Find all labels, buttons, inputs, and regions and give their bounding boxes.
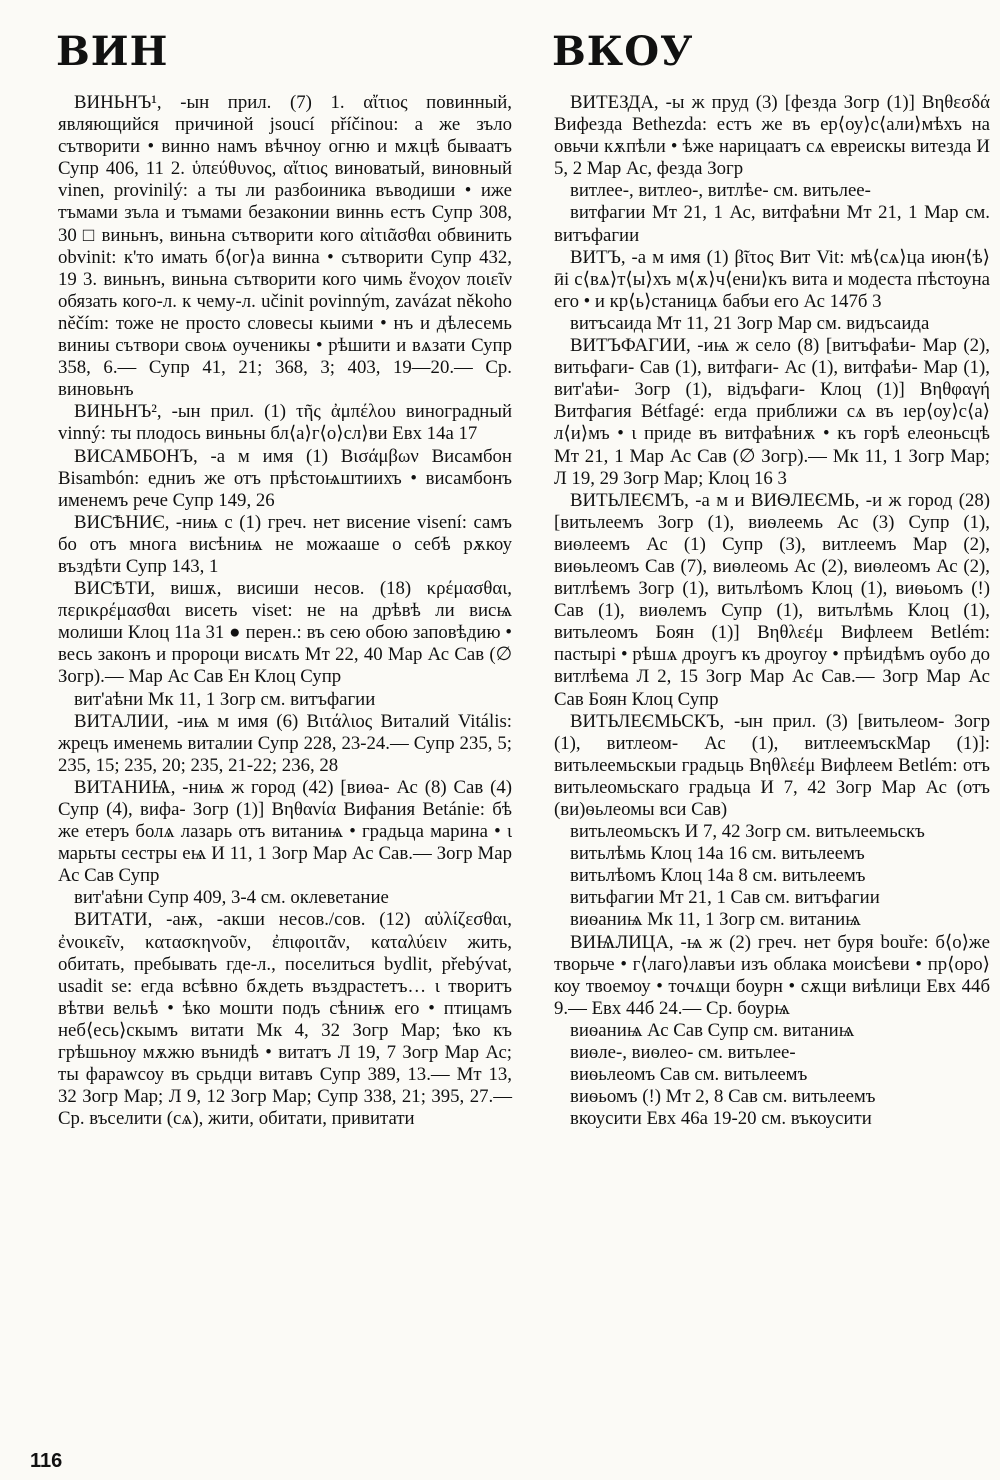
cross-reference: виѳле-, виѳлео- см. витьлее- bbox=[570, 1042, 796, 1064]
cross-reference: виѳьлеомъ Сав см. витьлеемъ bbox=[570, 1064, 808, 1086]
dictionary-entry: ВИНЬНЪ¹, -ын прил. (7) 1. αἴτιος повинный, являющийся причиной jsoucí příčinou: а же зъло сътворити • винно намъ вѣчноу огню и мѫцѣ бываатъ Супр 406, 11 2. ὑπεύθυνος, αἴτιος виноватый, виновный vinen, provinilý: а ты ли разбоиника въводиши • иже тъмами зъла и тъмами безаконии виннь естъ Супр 308, 30 □ виньнъ, виньна сътворити кого αἰτιᾶσθαι обвинить obvinit: к'то имать б⟨ог⟩а винна • сътворити Супр 432, 19 3. виньнъ, виньна сътворити кого чимь ἔνοχον ποιεῖν обязать кого-л. к чему-л. učinit povinným, zavázat někoho něčím: тоже не просто словесы кыими • нъ и дѣлесемь виниы сътвори своѩ оученикы • рѣшити и вѧзати Супр 358, 6.— Супр 41, 21; 368, 3; 403, 19—20.— Ср. виновьнъ bbox=[58, 92, 512, 401]
cross-reference: вкоусити Евх 46а 19-20 см. въкоусити bbox=[570, 1108, 872, 1130]
cross-reference: витьлѣмь Клоц 14а 16 см. витьлеемъ bbox=[570, 843, 865, 865]
cross-reference: витьлѣомъ Клоц 14а 8 см. витьлеемъ bbox=[570, 865, 866, 887]
running-head-left: ВИН bbox=[56, 28, 169, 75]
right-column bbox=[554, 92, 990, 1130]
dictionary-entry: ВИТЪ, -а м имя (1) βῖτος Вит Vit: мѣ⟨сѧ⟩ца июн⟨ѣ⟩ ӣі с⟨вѧ⟩т⟨ы⟩хъ м⟨ѫ⟩ч⟨ени⟩къ вита и модеста пѣстоуна его • и кр⟨ь⟩станицѧ бабъи его Ас 147б 3 bbox=[554, 246, 990, 312]
dictionary-entry: ВИТАТИ, -аѭ, -акши несов./сов. (12) αὐλίζεσθαι, ἐνοικεῖν, κατασκηνοῦν, ἐπιφοιτᾶν, καταλύειν жить, обитать, пребывать где-л., поселиться bydlit, přebývat, usadit se: егда всѣвно бѫдеть въздрастетъ… ι творитъ вѣтви вельѣ • ѣко мошти подъ сѣниѭ его • птицамъ неб⟨есь⟩скымъ витати Мк 4, 32 Зогр Мар; ѣко къ грѣшьноу мѫжю вънидѣ • витатъ Л 19, 7 Зогр Мар Ас; ты фараwсоу въ срьдци витавъ Супр 389, 13.— Мт 13, 32 Зогр Мар; Л 9, 12 Зогр Мар; Супр 338, 21; 395, 27.— Ср. въселити (сѧ), жити, обитати, привитати bbox=[58, 909, 512, 1130]
dictionary-entry: ВИСѢНИЄ, -ниѩ с (1) греч. нет висение visení: самъ бо отъ многа висѣниѩ не можааше о себѣ рѫкоу въздѣти Супр 143, 1 bbox=[58, 511, 512, 577]
dictionary-entry: ВИТЕЗДА, -ы ж пруд (3) [фезда Зогр (1)] Βηθεσδά Вифезда Bethezda: естъ же въ ер⟨оу⟩с⟨али⟩мѣхъ на овьчи кѫпѣли • ѣже нарицаатъ сѧ евреискы витезда И 5, 2 Мар Ас, фезда Зогр bbox=[554, 92, 990, 180]
cross-reference: витьфагии Мт 21, 1 Сав см. витъфагии bbox=[570, 887, 880, 909]
dictionary-entry: ВИТЬЛЕЄМЪ, -а м и ВИѲЛЕЄМЬ, -и ж город (28) [витьлеемъ Зогр (1), виѳлеемь Ас (3) Супр (1), виѳлеемъ Ас (1) Супр (3), витлеемъ Мар (2), виѳьлеомъ Сав (7), виѳлеомь Ас (2), виѳлеомъ Ас (2), витлѣемъ Зогр (1), витьлѣомъ Клоц (1), виѳьомъ (!) Сав (1), виѳлемъ Супр (1), витьлѣмь Клоц (1), витьлеомъ Боян (1)] Βηθλεέμ Вифлеем Betlém: пастырі • рѣшѧ дроугъ къ дроугоу • прѣидѣмъ оубо до витлѣема Л 2, 15 Зогр Мар Ас Сав.— Зогр Мар Ас Сав Боян Клоц Супр bbox=[554, 489, 990, 710]
cross-reference: вит'аѣни Мк 11, 1 Зогр см. витъфагии bbox=[74, 688, 376, 710]
cross-reference: витьлеомьскъ И 7, 42 Зогр см. витьлеемьскъ bbox=[570, 821, 925, 843]
dictionary-entry: ВИТЪФАГИИ, -иѩ ж село (8) [витъфаѣи- Мар (2), витьфаги- Сав (1), витфаги- Ас (1), витфаѣи- Мар (1), вит'аѣи- Зогр (1), відъфаги- Клоц (1)] Βηθφαγή Витфагия Bétfagé: егда приближи сѧ въ ıер⟨оу⟩с⟨а⟩л⟨и⟩мъ • ι приде въ витфаѣниѫ • къ горѣ елеоньсцѣ Мт 21, 1 Мар Ас Сав (∅ Зогр).— Мк 11, 1 Зогр Мар; Л 19, 29 Зогр Мар; Клоц 16 3 bbox=[554, 335, 990, 489]
dictionary-entry: ВИТАЛИИ, -иѩ м имя (6) Βιτάλιος Виталий Vitális: жрецъ именемь виталии Супр 228, 23-24.— Супр 235, 5; 235, 15; 235, 20; 235, 21-22; 236, 28 bbox=[58, 710, 512, 776]
dictionary-entry: ВИѨЛИЦА, -ѩ ж (2) греч. нет буря bouře: б⟨о⟩же творьче • г⟨лаго⟩лавъи изъ облака моисѣеви • пр⟨оро⟩коу твоемоу • точѧщи боурн • сѫщи виѣлици Евх 44б 9.— Евх 44б 24.— Ср. боурѩ bbox=[554, 931, 990, 1019]
page-number: 116 bbox=[30, 1450, 63, 1472]
cross-reference: виѳаниѩ Мк 11, 1 Зогр см. витаниѩ bbox=[570, 909, 861, 931]
dictionary-entry: ВИСѢТИ, вишѫ, висиши несов. (18) κρέμασθαι, περικρέμασθαι висеть viset: не на дрѣвѣ ли висѩ молиши Клоц 11а 31 ● перен.: въ сею обою заповѣдию • весь законъ и пророци висѧть Мт 22, 40 Мар Ас Сав (∅ Зогр).— Мар Ас Сав Ен Клоц Супр bbox=[58, 578, 512, 688]
cross-reference: виѳаниѩ Ас Сав Супр см. витаниѩ bbox=[570, 1019, 855, 1041]
cross-reference: виѳьомъ (!) Мт 2, 8 Сав см. витьлеемъ bbox=[570, 1086, 876, 1108]
cross-reference: витъсаида Мт 11, 21 Зогр Мар см. видъсаида bbox=[570, 312, 930, 334]
cross-reference: вит'аѣни Супр 409, 3-4 см. оклеветание bbox=[74, 887, 389, 909]
dictionary-entry: ВИНЬНЪ², -ын прил. (1) τῆς ἀμπέλου виноградный vinný: ты плодось виньны бл⟨а⟩г⟨о⟩сл⟩ви Евх 14а 17 bbox=[58, 401, 512, 445]
dictionary-entry: ВИТАНИѨ, -ниѩ ж город (42) [виѳа- Ас (8) Сав (4) Супр (4), вифа- Зогр (1)] Βηθανία Вифания Betánie: бѣ же етеръ болѧ лазарь отъ витаниѩ • градьца марина • ι марьты сестры еѩ И 11, 1 Зогр Мар Ас Сав.— Зогр Мар Ас Сав Супр bbox=[58, 776, 512, 887]
dictionary-entry: ВИСАМБОНЪ, -а м имя (1) Βισάμβων Висамбон Bisambón: едниъ же отъ прѣстоѩштиихъ • висамбонъ именемъ рече Супр 149, 26 bbox=[58, 445, 512, 511]
running-head-right: ВКОУ bbox=[552, 28, 694, 75]
left-column bbox=[58, 92, 512, 1130]
dictionary-entry: ВИТЬЛЕЄМЬСКЪ, -ын прил. (3) [витьлеом- Зогр (1), витлеом- Ас (1), витлеемъскМар (1)]: витьлеемьскыи градьць Βηθλεέμ Вифлеем Betlém: отъ витьлеомьскаго градьца И 7, 42 Зогр Мар Ас (отъ (ви)ѳьлеомы вси Сав) bbox=[554, 710, 990, 820]
cross-reference: витфагии Мт 21, 1 Ас, витфаѣни Мт 21, 1 Мар см. витъфагии bbox=[554, 202, 990, 246]
cross-reference: витлее-, витлео-, витлѣе- см. витьлее- bbox=[570, 180, 871, 202]
